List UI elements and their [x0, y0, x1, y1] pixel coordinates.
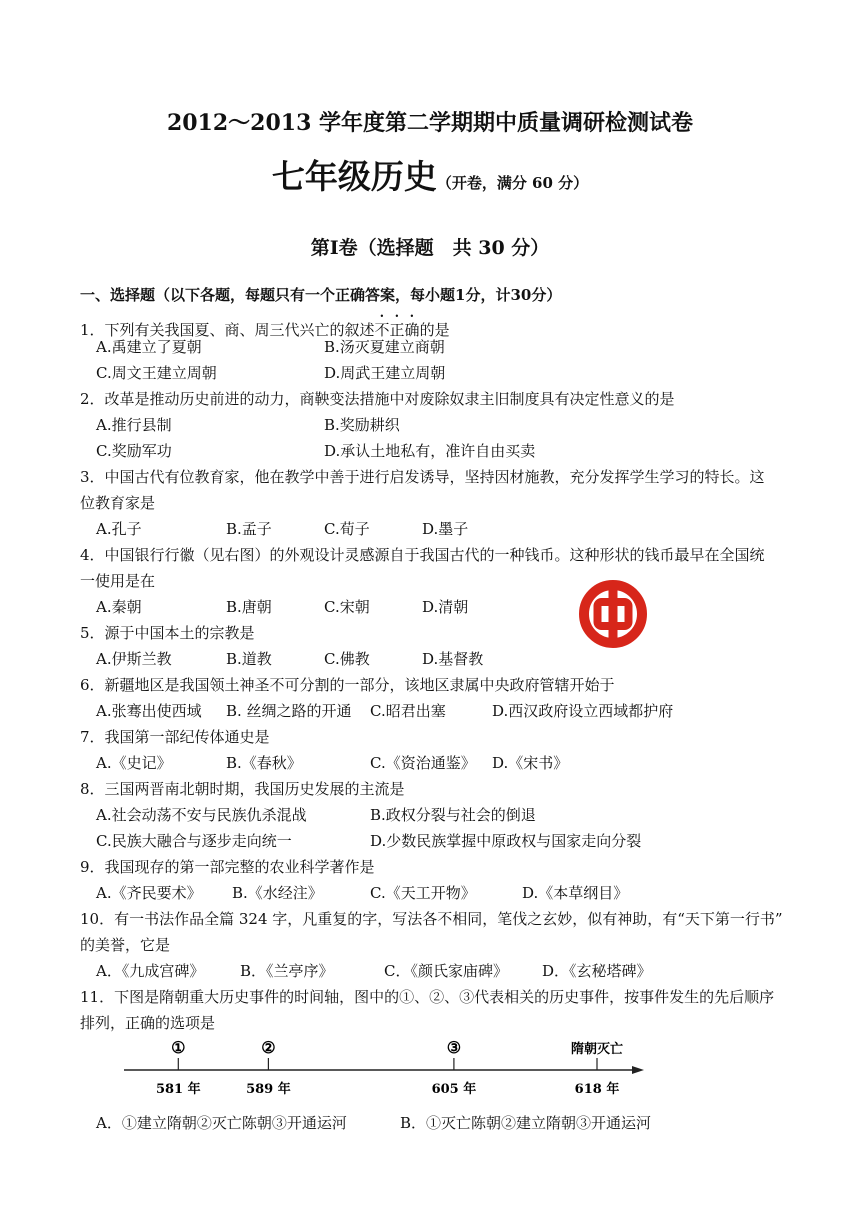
- question-7-stem: 7．我国第一部纪传体通史是: [80, 728, 270, 746]
- question-7-option-d[interactable]: D.《宋书》: [492, 754, 569, 772]
- question-2-option-d[interactable]: D.承认土地私有，准许自由买卖: [324, 442, 536, 460]
- question-7-option-c[interactable]: C.《资治通鉴》: [370, 754, 476, 772]
- question-10-option-b[interactable]: B．《兰亭序》: [240, 962, 334, 980]
- timeline-year-label-3: 605 年: [431, 1082, 477, 1097]
- question-3-option-a[interactable]: A.孔子: [96, 520, 142, 538]
- subject-name: 七年级历史: [271, 157, 437, 196]
- question-4-option-c[interactable]: C.宋朝: [324, 598, 370, 616]
- exam-title: 2012～2013 学年度第二学期期中质量调研检测试卷: [166, 110, 694, 136]
- timeline-year-label-1: 581 年: [155, 1082, 201, 1097]
- question-5-option-a[interactable]: A.伊斯兰教: [96, 650, 172, 668]
- question-9-option-c[interactable]: C.《天工开物》: [370, 884, 476, 902]
- question-1-stem-text: 1．下列有关我国夏、商、周三代兴亡的叙述: [80, 321, 375, 339]
- question-4-stem-line1: 4．中国银行行徽（见右图）的外观设计灵感源自于我国古代的一种钱币。这种形状的钱币最早在全国统: [80, 546, 765, 564]
- bank-of-china-logo: [578, 579, 648, 649]
- part-title: 第Ⅰ卷（选择题 共 30 分）: [310, 237, 550, 259]
- question-5-stem: 5．源于中国本土的宗教是: [80, 624, 255, 642]
- question-1-option-d[interactable]: D.周武王建立周朝: [324, 364, 446, 382]
- question-1-option-b[interactable]: B.汤灭夏建立商朝: [324, 338, 445, 356]
- question-1-option-c[interactable]: C.周文王建立周朝: [96, 364, 217, 382]
- question-3-stem-line2: 位教育家是: [80, 494, 156, 512]
- question-7-option-a[interactable]: A.《史记》: [96, 754, 172, 772]
- sui-dynasty-timeline: [120, 1036, 650, 1102]
- question-7-option-b[interactable]: B.《春秋》: [226, 754, 302, 772]
- question-11-option-b[interactable]: B．①灭亡陈朝②建立隋朝③开通运河: [400, 1114, 652, 1132]
- question-5-option-c[interactable]: C.佛教: [324, 650, 370, 668]
- question-2-option-c[interactable]: C.奖励军功: [96, 442, 172, 460]
- question-10-option-a[interactable]: A．《九成宫碑》: [96, 962, 205, 980]
- question-1-stem: [80, 312, 450, 339]
- timeline-year-label-2: 589 年: [246, 1082, 291, 1097]
- question-8-option-d[interactable]: D.少数民族掌握中原政权与国家走向分裂: [370, 832, 642, 850]
- question-10-stem-line1: 10．有一书法作品全篇 324 字，凡重复的字，写法各不相同，笔伐之玄妙，似有神助，有“天下第一行书”: [80, 910, 783, 928]
- question-2-option-a[interactable]: A.推行县制: [96, 416, 172, 434]
- question-10-stem-line2: 的美誉，它是: [80, 936, 171, 954]
- question-10-option-c[interactable]: C．《颜氏家庙碑》: [384, 962, 508, 980]
- subject-title: [0, 157, 860, 203]
- question-8-option-c[interactable]: C.民族大融合与逐步走向统一: [96, 832, 292, 850]
- question-8-stem: 8．三国两晋南北朝时期，我国历史发展的主流是: [80, 780, 405, 798]
- question-3-stem-line1: 3．中国古代有位教育家，他在教学中善于进行启发诱导，坚持因材施教，充分发挥学生学习的特长。这: [80, 468, 765, 486]
- question-5-option-b[interactable]: B.道教: [226, 650, 272, 668]
- question-11-stem-line2: 排列，正确的选项是: [80, 1014, 216, 1032]
- question-1-emphasis: 不正确: [374, 321, 420, 339]
- question-1-stem-end: 的是: [419, 321, 450, 339]
- question-2-stem: 2．改革是推动历史前进的动力，商鞅变法措施中对废除奴隶主旧制度具有决定性意义的是: [80, 390, 675, 408]
- question-10-option-d[interactable]: D．《玄秘塔碑》: [542, 962, 652, 980]
- question-4-option-a[interactable]: A.秦朝: [96, 598, 142, 616]
- logo-vertical-bar: [609, 581, 618, 647]
- question-9-option-b[interactable]: B.《水经注》: [232, 884, 323, 902]
- question-6-option-d[interactable]: D.西汉政府设立西域都护府: [492, 702, 674, 720]
- question-5-option-d[interactable]: D.基督教: [422, 650, 484, 668]
- timeline-event-label-2: ②: [261, 1038, 276, 1057]
- question-9-option-a[interactable]: A.《齐民要术》: [96, 884, 202, 902]
- question-8-option-a[interactable]: A.社会动荡不安与民族仇杀混战: [96, 806, 307, 824]
- question-4-option-b[interactable]: B.唐朝: [226, 598, 272, 616]
- timeline-arrow-icon: [632, 1066, 644, 1074]
- question-9-option-d[interactable]: D.《本草纲目》: [522, 884, 629, 902]
- question-11-stem-line1: 11．下图是隋朝重大历史事件的时间轴，图中的①、②、③代表相关的历史事件，按事件发生的先后顺序: [80, 988, 775, 1006]
- question-3-option-d[interactable]: D.墨子: [422, 520, 469, 538]
- question-6-option-c[interactable]: C.昭君出塞: [370, 702, 446, 720]
- question-4-option-d[interactable]: D.清朝: [422, 598, 469, 616]
- question-6-stem: 6．新疆地区是我国领土神圣不可分割的一部分，该地区隶属中央政府管辖开始于: [80, 676, 615, 694]
- question-8-option-b[interactable]: B.政权分裂与社会的倒退: [370, 806, 536, 824]
- timeline-event-label-4: 隋朝灭亡: [570, 1042, 624, 1057]
- timeline-event-label-3: ③: [446, 1038, 462, 1057]
- question-6-option-a[interactable]: A.张骞出使西域: [96, 702, 202, 720]
- timeline-year-label-4: 618 年: [574, 1082, 620, 1097]
- question-4-stem-line2: 一使用是在: [80, 572, 156, 590]
- question-1-option-a[interactable]: A.禹建立了夏朝: [96, 338, 202, 356]
- question-11-option-a[interactable]: A．①建立隋朝②灭亡陈朝③开通运河: [96, 1114, 347, 1132]
- question-6-option-b[interactable]: B. 丝绸之路的开通: [226, 702, 352, 720]
- question-9-stem: 9．我国现存的第一部完整的农业科学著作是: [80, 858, 375, 876]
- section-heading: 一、选择题（以下各题，每题只有一个正确答案，每小题1分，计30分）: [80, 286, 562, 304]
- subject-note: （开卷，满分 60 分）: [436, 174, 589, 192]
- timeline-event-label-1: ①: [171, 1038, 186, 1057]
- question-3-option-c[interactable]: C.荀子: [324, 520, 370, 538]
- question-3-option-b[interactable]: B.孟子: [226, 520, 272, 538]
- question-2-option-b[interactable]: B.奖励耕织: [324, 416, 400, 434]
